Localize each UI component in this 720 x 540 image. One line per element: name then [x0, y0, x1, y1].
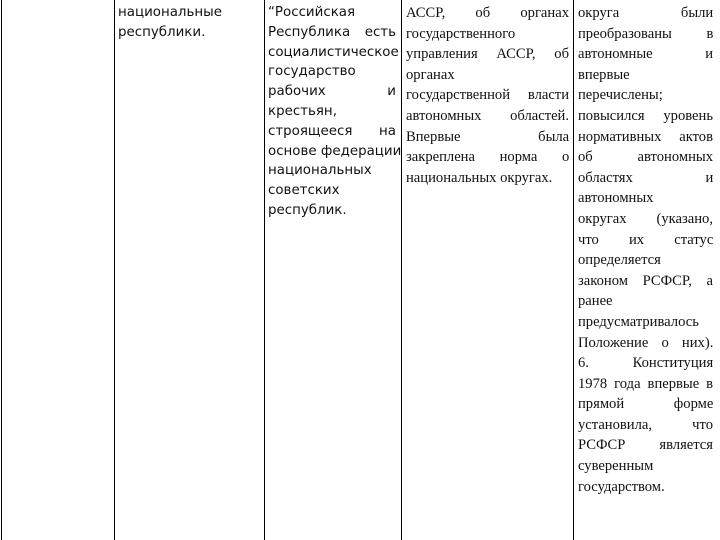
cell-line: что их статус — [578, 231, 714, 248]
cell-line: республики. — [118, 24, 206, 40]
table-border-4 — [401, 0, 402, 540]
cell-line: установила, что — [578, 416, 713, 433]
cell-line: государство — [268, 64, 356, 80]
cell-line: республик. — [268, 202, 347, 218]
cell-line: 6. Конституция — [578, 355, 714, 372]
cell-line: закреплена норма о — [406, 149, 570, 166]
cell-line: округа были — [578, 5, 714, 21]
cell-line: АССР, об органах — [406, 5, 569, 21]
cell-line: советских — [268, 183, 340, 199]
cell-line: основе федерации — [268, 143, 402, 159]
cell-line: социалистическое — [268, 44, 399, 60]
cell-line: законом РСФСР, а — [578, 272, 713, 289]
cell-line: нормативных актов — [578, 128, 713, 145]
cell-line: областях и — [578, 169, 714, 186]
cell-line: перечислены; — [578, 87, 663, 104]
cell-line: ранее — [578, 293, 613, 310]
cell-line: национальных — [268, 163, 372, 179]
cell-line: автономных — [578, 190, 654, 207]
cell-line: государством. — [578, 478, 665, 495]
cell-line: суверенным — [578, 458, 654, 475]
cell-line: Положение о них). — [578, 334, 714, 351]
table-cell-col2 — [118, 3, 260, 43]
cell-line: национальных округах. — [406, 169, 553, 186]
cell-line: РСФСР является — [578, 437, 713, 454]
cell-line: Впервые была — [406, 128, 570, 145]
table-border-3 — [264, 0, 265, 540]
cell-line: рабочих и — [268, 84, 396, 100]
cell-line: крестьян, — [268, 103, 337, 119]
table-cell-col3 — [268, 3, 402, 221]
cell-line: “Российская — [268, 5, 356, 20]
cell-line: органах — [406, 66, 455, 83]
cell-line: национальные — [118, 5, 222, 20]
cell-line: Республика есть — [268, 24, 396, 40]
cell-line: округах (указано, — [578, 210, 713, 227]
cell-line: управления АССР, об — [406, 46, 569, 63]
cell-line: государственной власти — [406, 87, 569, 104]
cell-line: государственного — [406, 25, 516, 42]
table-border-2 — [114, 0, 115, 540]
table-cell-col4 — [406, 3, 569, 188]
cell-line: 1978 года впервые в — [578, 375, 714, 392]
cell-line: строящееся на — [268, 123, 396, 139]
cell-line: определяется — [578, 252, 661, 269]
cell-line: прямой форме — [578, 396, 714, 413]
cell-line: впервые — [578, 66, 630, 83]
cell-line: автономных областей. — [406, 107, 570, 124]
table-border-1 — [1, 0, 2, 540]
cell-line: преобразованы в — [578, 25, 714, 42]
cell-line: повысился уровень — [578, 107, 713, 124]
cell-line: предусматривалось — [578, 313, 699, 330]
cell-line: автономные и — [578, 46, 714, 63]
table-cell-col5 — [578, 3, 713, 497]
table-border-5 — [573, 0, 574, 540]
cell-line: об автономных — [578, 149, 713, 166]
